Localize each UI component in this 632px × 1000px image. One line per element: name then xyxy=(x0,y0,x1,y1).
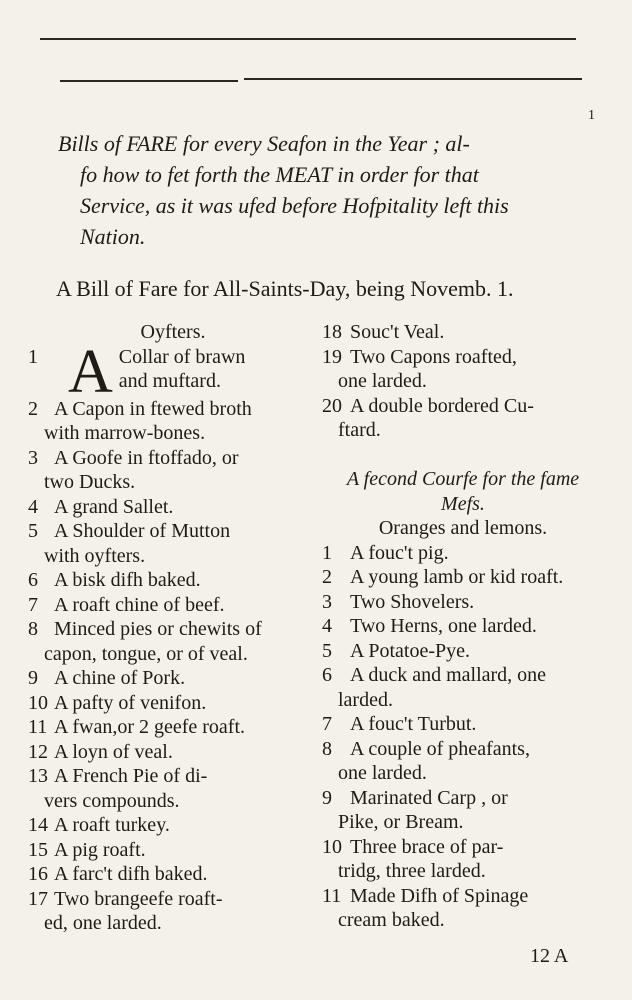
list-item xyxy=(322,835,604,884)
second-course-title: A fecond Courfe for the fame xyxy=(346,468,580,490)
heading-line-2: fo how to fet forth the MEAT in order for that xyxy=(80,162,479,187)
item-text: A Capon in ftewed broth xyxy=(54,397,252,420)
item-number: 8 xyxy=(322,737,332,760)
item-text: Two Herns, one larded. xyxy=(350,615,537,637)
list-item xyxy=(322,345,604,394)
item-number: 19 xyxy=(322,345,342,368)
list-item xyxy=(28,838,318,863)
item-text: A loyn of veal. xyxy=(54,740,173,763)
item-text: A Goofe in ftoffado, or xyxy=(54,446,239,469)
list-item xyxy=(322,565,604,590)
item-text-cont: and muftard. xyxy=(118,370,221,392)
list-item xyxy=(322,663,604,712)
item-number: 8 xyxy=(28,618,38,640)
item-text-cont: Pike, or Bream. xyxy=(338,811,464,833)
item-number: 3 xyxy=(322,590,332,613)
list-item xyxy=(28,740,318,765)
item-number: 3 xyxy=(28,446,38,469)
item-number: 7 xyxy=(28,593,38,616)
item-text-cont: capon, tongue, or of veal. xyxy=(44,642,248,665)
list-item xyxy=(28,593,318,618)
item-number: 20 xyxy=(322,394,342,417)
right-column xyxy=(322,320,604,933)
item-text: A Shoulder of Mutton xyxy=(54,520,231,542)
list-item xyxy=(28,446,318,495)
drop-cap: A xyxy=(68,344,113,397)
item-text-cont: tridg, three larded. xyxy=(338,860,486,882)
list-item xyxy=(322,541,604,566)
item-text: Made Difh of Spinage xyxy=(350,884,529,907)
item-text: Minced pies or chewits of xyxy=(54,618,262,640)
item-text: A Potatoe-Pye. xyxy=(350,639,470,662)
item-text: A fouc't Turbut. xyxy=(350,713,477,735)
item-text: A fwan,or 2 geefe roaft. xyxy=(54,716,246,738)
item-number: 9 xyxy=(28,667,38,689)
item-text: A pig roaft. xyxy=(54,838,146,861)
item-number: 2 xyxy=(28,397,38,420)
heading-line-3: Service, as it was ufed before Hofpitality left this xyxy=(80,193,509,218)
item-text: A pafty of venifon. xyxy=(54,691,207,714)
item-number: 13 xyxy=(28,765,48,787)
list-item xyxy=(322,639,604,664)
ornament-rule-left xyxy=(60,80,238,82)
item-text: A bisk difh baked. xyxy=(54,569,201,591)
list-item xyxy=(28,397,318,446)
list-item xyxy=(28,519,318,568)
item-number: 4 xyxy=(28,495,38,518)
item-text: Two brangeefe roaft- xyxy=(54,887,223,910)
page-heading xyxy=(58,128,594,252)
list-item xyxy=(322,614,604,639)
item-text: Collar of brawn xyxy=(118,345,246,368)
item-number: 5 xyxy=(28,520,38,542)
heading-line-4: Nation. xyxy=(80,224,146,249)
item-number: 4 xyxy=(322,615,332,637)
item-number: 1 xyxy=(322,541,332,564)
item-number: 6 xyxy=(28,569,38,591)
item-text-cont: larded. xyxy=(338,688,393,711)
item-text-cont: ed, one larded. xyxy=(44,912,162,934)
top-rule xyxy=(40,38,576,40)
item-text: A young lamb or kid roaft. xyxy=(350,566,564,588)
item-text: A fouc't pig. xyxy=(350,541,449,564)
ornament-rule-right xyxy=(244,78,582,80)
item-text: A double bordered Cu- xyxy=(350,394,534,417)
list-item xyxy=(322,590,604,615)
list-item xyxy=(28,495,318,520)
item-number: 16 xyxy=(28,863,48,885)
item-number: 5 xyxy=(322,639,332,662)
list-item xyxy=(322,320,604,345)
list-item xyxy=(28,666,318,691)
item-text-cont: with marrow-bones. xyxy=(44,422,206,444)
heading-line-1: Bills of FARE for every Seafon in the Year ; al- xyxy=(58,131,470,156)
second-course-intro: Oranges and lemons. xyxy=(378,517,548,539)
item-number: 10 xyxy=(28,691,48,714)
item-text: A French Pie of di- xyxy=(54,765,208,787)
item-text-cont: one larded. xyxy=(338,370,427,392)
item-number: 11 xyxy=(28,716,48,738)
list-item xyxy=(322,712,604,737)
item-number: 15 xyxy=(28,838,48,861)
item-text: A roaft turkey. xyxy=(54,814,170,836)
second-course-title-cont: Mefs. xyxy=(441,492,485,515)
list-item xyxy=(28,617,318,666)
list-item xyxy=(28,862,318,887)
item-number: 12 xyxy=(28,740,48,763)
item-number: 9 xyxy=(322,786,332,809)
first-course-intro: Oyfters. xyxy=(140,321,206,343)
first-course-list xyxy=(28,397,318,936)
list-item xyxy=(322,394,604,443)
item-number: 2 xyxy=(322,566,332,588)
item-text: A chine of Pork. xyxy=(54,667,186,689)
item-text: Marinated Carp , or xyxy=(350,786,508,809)
item-text-cont: cream baked. xyxy=(338,909,445,931)
item-text: Souc't Veal. xyxy=(350,321,445,343)
item-number: 10 xyxy=(322,835,342,858)
item-text-cont: with oyfters. xyxy=(44,544,146,567)
item-text: A couple of pheafants, xyxy=(350,737,530,760)
list-item-1 xyxy=(28,345,318,397)
item-number: 6 xyxy=(322,664,332,686)
list-item xyxy=(322,786,604,835)
left-column xyxy=(28,320,318,936)
item-text-cont: one larded. xyxy=(338,762,427,784)
item-text: A grand Sallet. xyxy=(54,495,174,518)
item-text: Two Shovelers. xyxy=(350,590,475,613)
list-item xyxy=(28,691,318,716)
item-number: 7 xyxy=(322,713,332,735)
list-item xyxy=(28,813,318,838)
item-text-cont: ftard. xyxy=(338,419,381,441)
item-text-cont: vers compounds. xyxy=(44,789,180,812)
second-course-list xyxy=(322,541,604,933)
list-item xyxy=(322,737,604,786)
list-item xyxy=(28,887,318,936)
item-text: Two Capons roafted, xyxy=(350,345,517,368)
first-course-continued xyxy=(322,320,604,443)
item-text: Three brace of par- xyxy=(350,835,504,858)
list-item xyxy=(28,568,318,593)
item-number: 18 xyxy=(322,321,342,343)
item-text: A roaft chine of beef. xyxy=(54,593,225,616)
item-number: 14 xyxy=(28,814,48,836)
item-text: A duck and mallard, one xyxy=(350,664,547,686)
item-number: 1 xyxy=(28,345,38,368)
item-number: 11 xyxy=(322,884,342,907)
bill-title: A Bill of Fare for All-Saints-Day, being Novemb. 1. xyxy=(56,276,514,301)
signature-mark: 1 xyxy=(588,108,595,123)
item-number: 17 xyxy=(28,887,48,910)
list-item xyxy=(28,715,318,740)
list-item xyxy=(28,764,318,813)
item-text-cont: two Ducks. xyxy=(44,471,136,493)
list-item xyxy=(322,884,604,933)
catchword: 12 A xyxy=(530,945,569,967)
item-text: A farc't difh baked. xyxy=(54,863,208,885)
